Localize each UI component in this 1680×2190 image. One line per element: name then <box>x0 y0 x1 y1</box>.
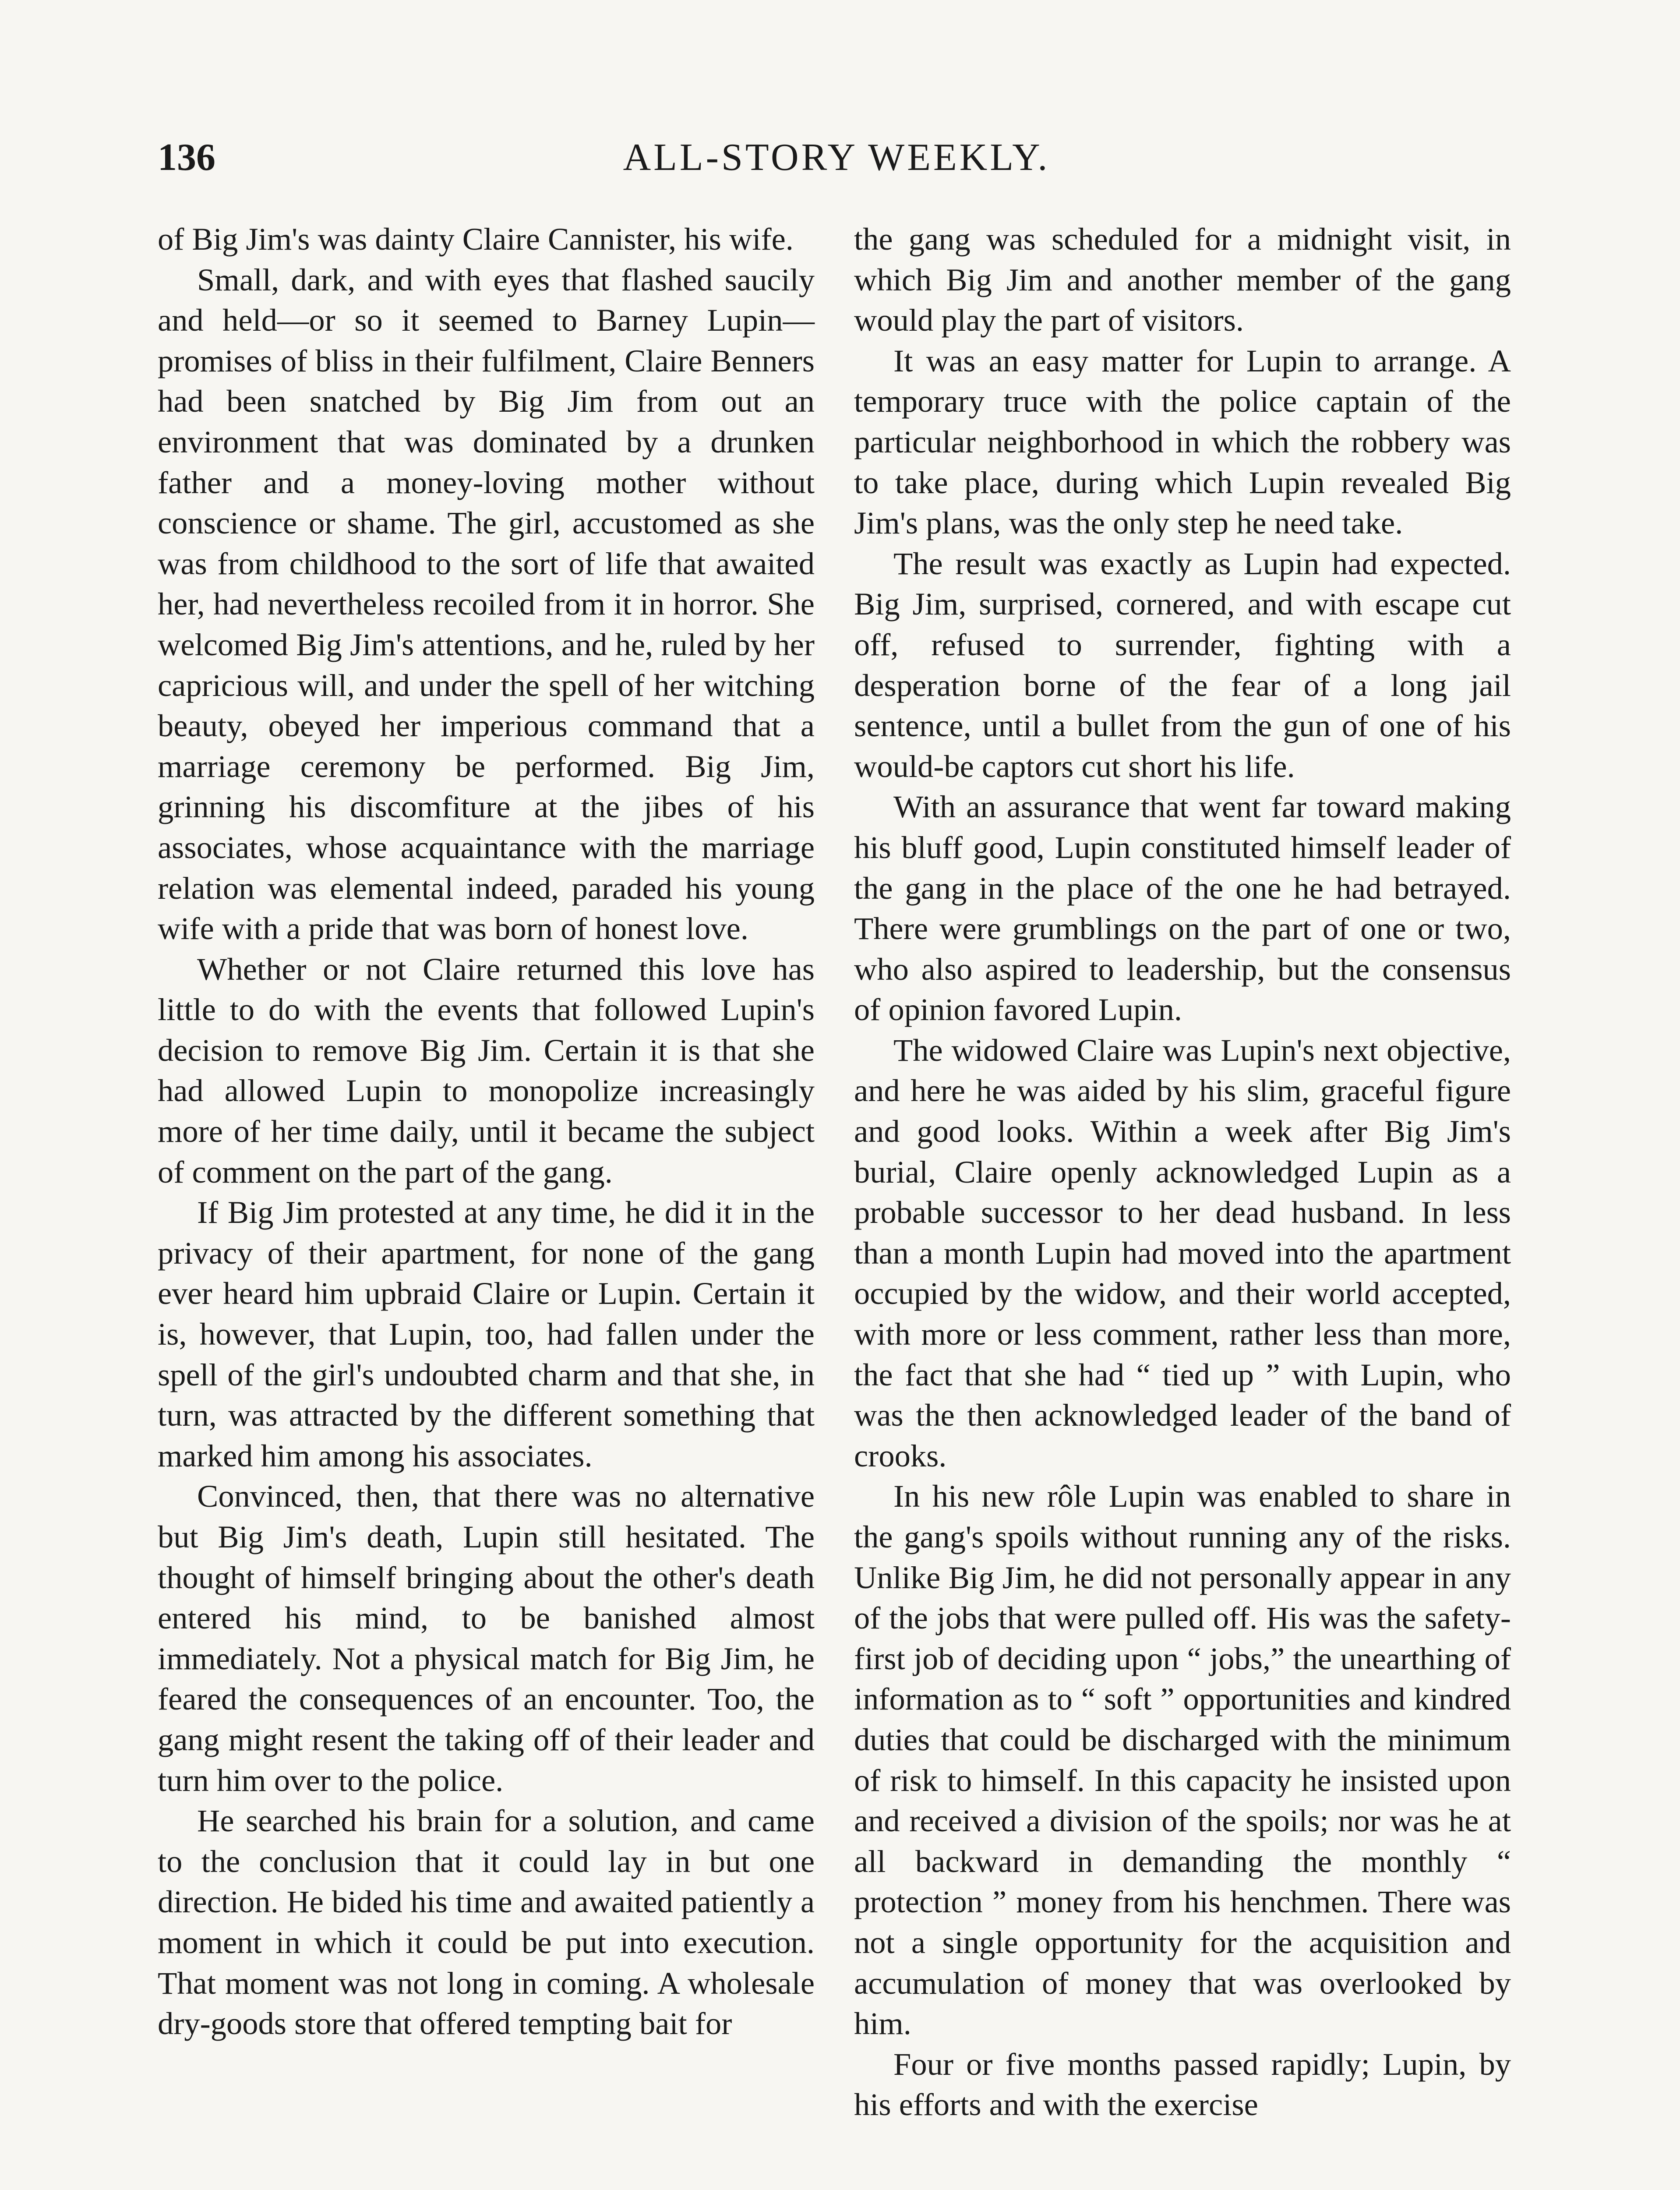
paragraph: If Big Jim protested at any time, he did it in the privacy of their apartment, for none of the gang ever heard him upbraid Claire or Lupin. Certain it is, however, that Lupin, too, had fallen under the spell of the girl's undoubted charm and that she, in turn, was attracted by the different something that marked him among his associates. <box>158 1194 815 1473</box>
paragraph: the gang was scheduled for a midnight visit, in which Big Jim and another member of the gang would play the part of visitors. <box>854 221 1511 338</box>
paragraph: It was an easy matter for Lupin to arrange. A temporary truce with the police captain of the particular neighborhood in which the robbery was to take place, during which Lupin revealed Big Jim's plans, was the only step he need take. <box>854 343 1511 541</box>
paragraph: Whether or not Claire returned this love has little to do with the events that followed Lupin's decision to remove Big Jim. Certain it is that she had allowed Lupin to monopolize increasingly more of her time daily, until it became the subject of comment on the part of the gang. <box>158 951 815 1190</box>
paragraph: of Big Jim's was dainty Claire Cannister, his wife. <box>158 221 794 257</box>
paragraph: The result was exactly as Lupin had expected. Big Jim, surprised, cornered, and with escape cut off, refused to surrender, fighting with a desperation borne of the fear of a long jail sentence, until a bullet from the gun of one of his would-be captors cut short his life. <box>854 545 1511 784</box>
page-number: 136 <box>158 136 215 179</box>
paragraph: The widowed Claire was Lupin's next objective, and here he was aided by his slim, graceful figure and good looks. Within a week after Big Jim's burial, Claire openly acknowledged Lupin as a probable successor to her dead husband. In less than a month Lupin had moved into the apartment occupied by the widow, and their world accepted, with more or less comment, rather less than more, the fact that she had “ tied up ” with Lupin, who was the then acknowledged leader of the band of crooks. <box>854 1032 1511 1473</box>
paragraph: Four or five months passed rapidly; Lupin, by his efforts and with the exercise <box>854 2046 1511 2123</box>
paragraph: He searched his brain for a solution, and came to the conclusion that it could lay in but one direction. He bided his time and awaited patiently a moment in which it could be put into execution. That moment was not long in coming. A wholesale dry-goods store that offered tempting bait for <box>158 1803 815 2042</box>
running-title: ALL-STORY WEEKLY. <box>623 136 1050 179</box>
page-header <box>158 131 1515 184</box>
paragraph: Small, dark, and with eyes that flashed saucily and held—or so it seemed to Barney Lupin—promises of bliss in their fulfilment, Claire Benners had been snatched by Big Jim from out an environment that was dominated by a drunken father and a money-loving mother without conscience or shame. The girl, accustomed as she was from childhood to the sort of life that awaited her, had nevertheless recoiled from it in horror. She welcomed Big Jim's attentions, and he, ruled by her capricious will, and under the spell of her witching beauty, obeyed her imperious command that a marriage ceremony be performed. Big Jim, grinning his discomfiture at the jibes of his associates, whose acquaintance with the marriage relation was elemental indeed, paraded his young wife with a pride that was born of honest love. <box>158 261 815 947</box>
paragraph: With an assurance that went far toward making his bluff good, Lupin constituted himself leader of the gang in the place of the one he had betrayed. There were grumblings on the part of one or two, who also aspired to leadership, but the consensus of opinion favored Lupin. <box>854 789 1511 1028</box>
paragraph: In his new rôle Lupin was enabled to share in the gang's spoils without running any of the risks. Unlike Big Jim, he did not personally appear in any of the jobs that were pulled off. His was the safety-first job of deciding upon “ jobs,” the unearthing of information as to “ soft ” opportunities and kindred duties that could be discharged with the minimum of risk to himself. In this capacity he insisted upon and received a division of the spoils; nor was he at all backward in demanding the monthly “ protection ” money from his henchmen. There was not a single opportunity for the acquisition and accumulation of money that was overlooked by him. <box>854 1478 1511 2042</box>
right-column <box>854 219 1511 2125</box>
paragraph: Convinced, then, that there was no alternative but Big Jim's death, Lupin still hesitated. The thought of himself bringing about the other's death entered his mind, to be banished almost immediately. Not a physical match for Big Jim, he feared the consequences of an encounter. Too, the gang might resent the taking off of their leader and turn him over to the police. <box>158 1478 815 1798</box>
left-column <box>158 219 815 2044</box>
